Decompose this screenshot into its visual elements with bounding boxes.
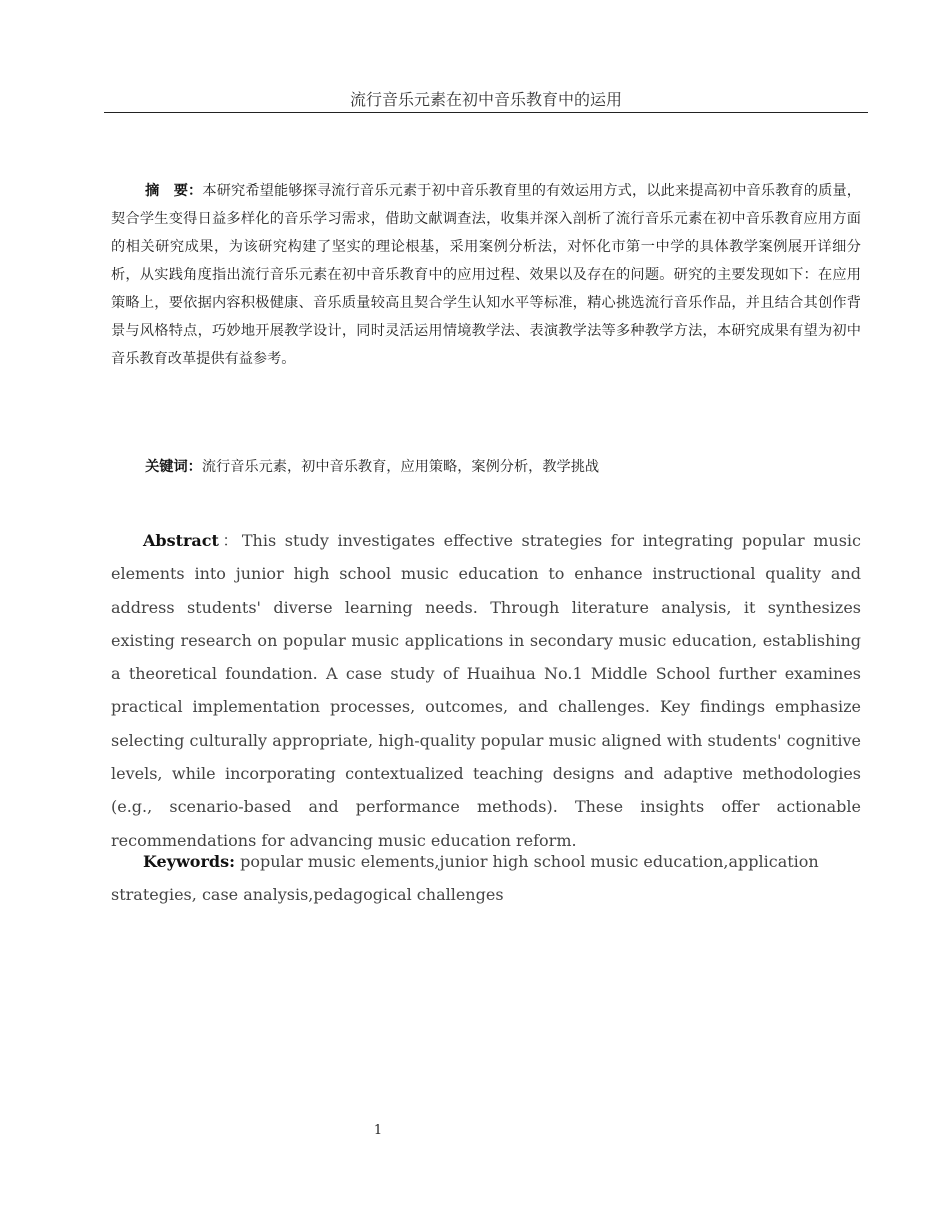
english-abstract-separator: ： [218,531,242,550]
english-keywords-text: popular music elements,junior high school music education,application strategies, case analysis,pedagogical challenges [111,852,819,904]
english-keywords-label: Keywords: [143,852,236,871]
chinese-keywords [111,453,861,481]
chinese-abstract [111,177,861,373]
chinese-keywords-text: 流行音乐元素，初中音乐教育，应用策略，案例分析，教学挑战 [201,459,600,475]
page-number: 1 [373,1123,383,1138]
chinese-abstract-label: 摘 要： [145,183,203,199]
chinese-keywords-label: 关键词： [145,459,202,475]
running-header [104,88,868,113]
english-keywords [111,845,861,911]
english-abstract-label: Abstract [143,531,219,550]
english-abstract [111,524,861,857]
english-abstract-text: This study investigates effective strategies for integrating popular music elements into junior high school music education to enhance instructional quality and address students' diverse learning needs. Through literature analysis, it synthesizes existing research on popular music applications in secondary music education, establishing a theoretical foundation. A case study of Huaihua No.1 Middle School further examines practical implementation processes, outcomes, and challenges. Key findings emphasize selecting culturally appropriate, high-quality popular music aligned with students' cognitive levels, while incorporating contextualized teaching designs and adaptive methodologies (e.g., scenario-based and performance methods). These insights offer actionable recommendations for advancing music education reform. [111,531,861,850]
chinese-abstract-text: 本研究希望能够探寻流行音乐元素于初中音乐教育里的有效运用方式，以此来提高初中音乐教育的质量，契合学生变得日益多样化的音乐学习需求，借助文献调查法，收集并深入剖析了流行音乐元素在初中音乐教育应用方面的相关研究成果，为该研究构建了坚实的理论根基，采用案例分析法，对怀化市第一中学的具体教学案例展开详细分析，从实践角度指出流行音乐元素在初中音乐教育中的应用过程、效果以及存在的问题。研究的主要发现如下：在应用策略上，要依据内容积极健康、音乐质量较高且契合学生认知水平等标准，精心挑选流行音乐作品，并且结合其创作背景与风格特点，巧妙地开展教学设计，同时灵活运用情境教学法、表演教学法等多种教学方法，本研究成果有望为初中音乐教育改革提供有益参考。 [111,183,861,367]
document-title: 流行音乐元素在初中音乐教育中的运用 [349,90,622,109]
